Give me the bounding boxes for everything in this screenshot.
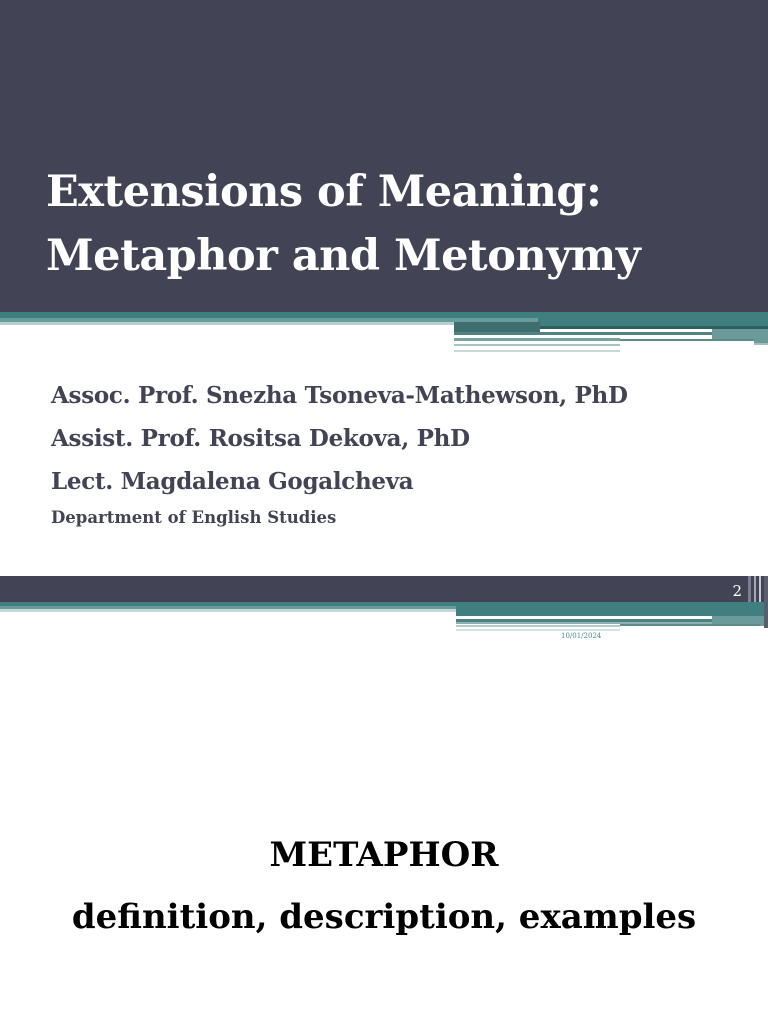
slide-title-line-2: Metaphor and Metonymy	[46, 231, 641, 281]
author-line: Assist. Prof. Rositsa Dekova, PhD	[51, 425, 470, 452]
section-heading	[0, 824, 768, 948]
author-block	[51, 374, 628, 527]
author-line: Assoc. Prof. Snezha Tsoneva-Mathewson, PhD	[51, 382, 628, 409]
department-label: Department of English Studies	[51, 508, 337, 527]
header-band	[0, 576, 768, 602]
section-heading-line-2: definition, description, examples	[71, 897, 697, 937]
date-label: 10/01/2024	[561, 632, 602, 640]
section-heading-line-1: METAPHOR	[269, 835, 499, 875]
page-number: 2	[732, 582, 742, 600]
slide-title	[46, 160, 746, 288]
section-slide	[0, 576, 768, 1024]
slide-title-line-1: Extensions of Meaning:	[46, 167, 602, 217]
author-line: Lect. Magdalena Gogalcheva	[51, 468, 414, 495]
